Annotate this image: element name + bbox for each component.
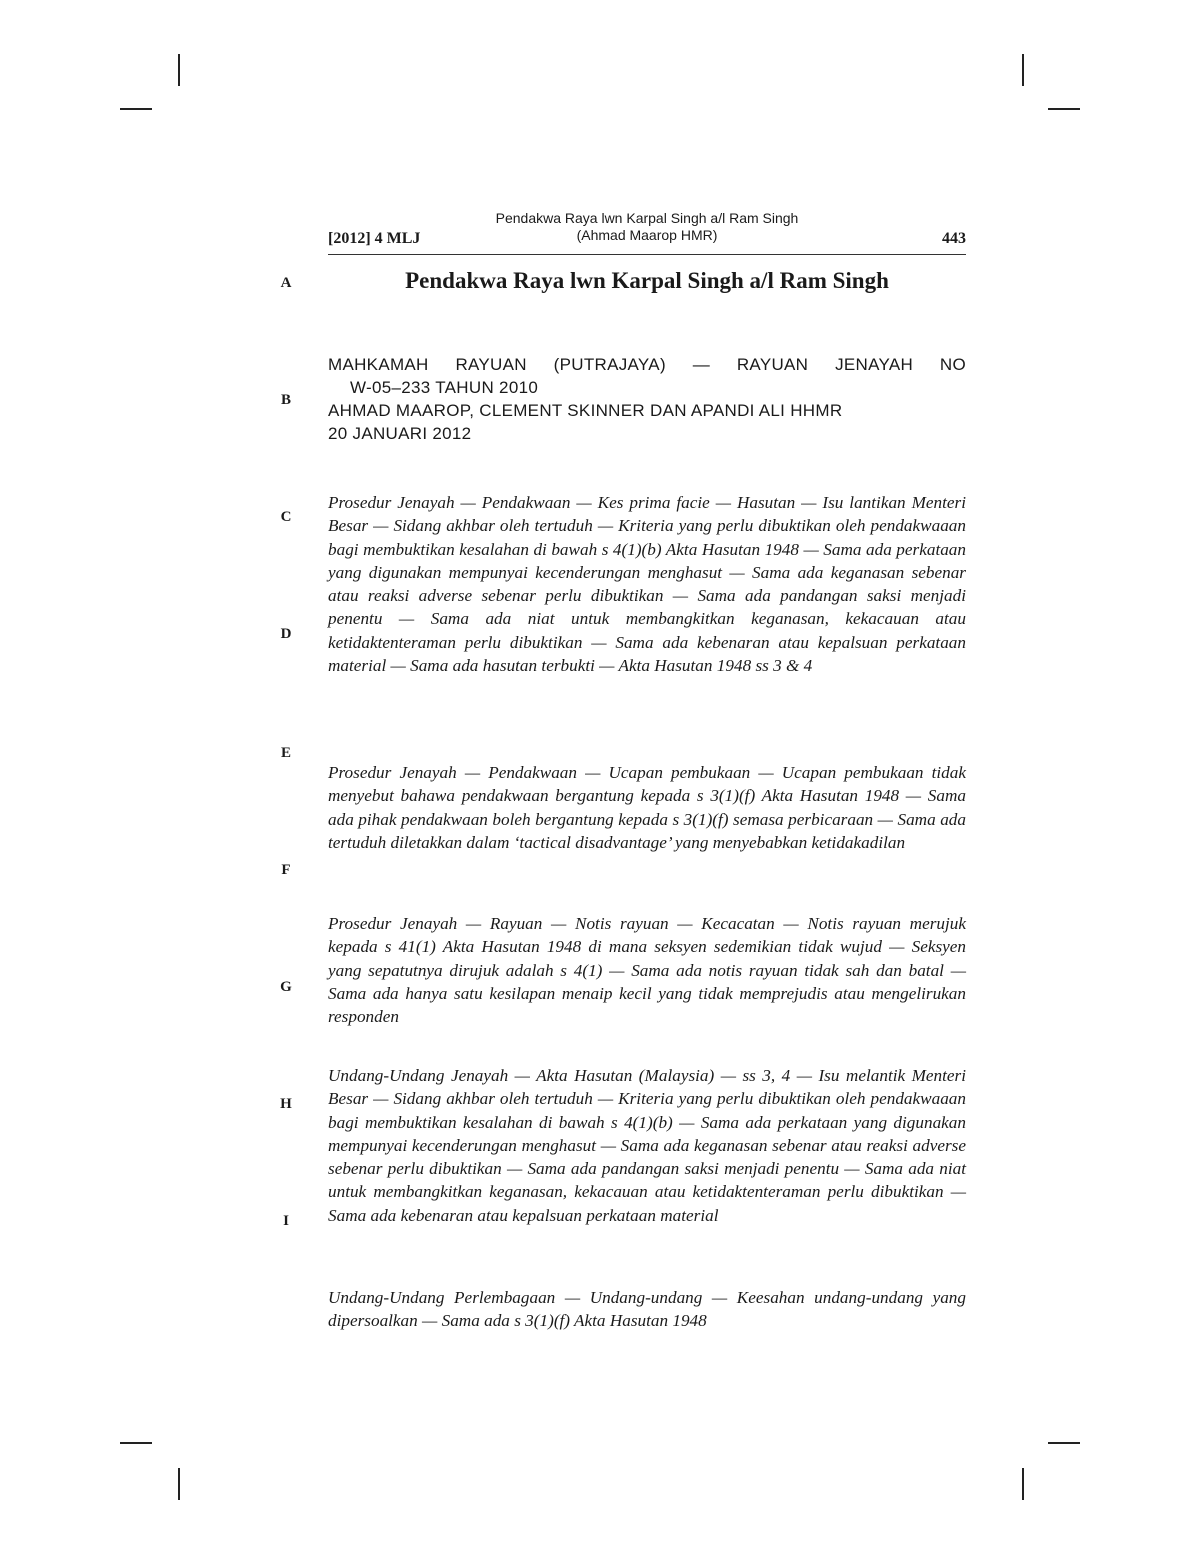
crop-mark [1048,108,1080,110]
margin-letter-c: C [280,509,292,525]
crop-mark [178,1468,180,1500]
margin-letter-h: H [280,1096,292,1112]
judgment-date: 20 JANUARI 2012 [328,424,472,443]
appeal-number: W-05–233 TAHUN 2010 [350,378,539,397]
margin-letter-b: B [280,392,291,408]
margin-letter-g: G [280,979,292,995]
running-head [328,210,966,255]
case-title: Pendakwa Raya lwn Karpal Singh a/l Ram Singh [405,268,889,293]
margin-letter-a: A [280,275,292,291]
running-head-title: Pendakwa Raya lwn Karpal Singh a/l Ram Singh (Ahmad Maarop HMR) [495,210,799,243]
crop-mark [120,1442,152,1444]
page-number: 443 [942,230,966,247]
catchword-paragraph: Undang-Undang Perlembagaan — Undang-undang — Keesahan undang-undang yang dipersoalkan — Sama ada s 3(1)(f) Akta Hasutan 1948 [328,1288,966,1331]
crop-mark [1048,1442,1080,1444]
margin-letter-d: D [280,626,292,642]
margin-letter-e: E [280,745,291,761]
court-name: MAHKAMAH RAYUAN (PUTRAJAYA) — RAYUAN JENAYAH NO [328,355,966,374]
margin-letter-i: I [283,1213,289,1229]
crop-mark [1022,54,1024,86]
crop-mark [1022,1468,1024,1500]
judges: AHMAD MAAROP, CLEMENT SKINNER DAN APANDI ALI HHMR [328,401,843,420]
catchword-paragraph: Prosedur Jenayah — Pendakwaan — Ucapan pembukaan — Ucapan pembukaan tidak menyebut bahawa pendakwaan bergantung kepada s 3(1)(f) Akta Hasutan 1948 — Sama ada pihak pendakwaan boleh bergantung kepada s 3(1)(f) semasa perbicaraan — Sama ada tertuduh diletakkan dalam ‘tactical disadvantage’ yang menyebabkan ketidakadilan [328,763,966,852]
crop-mark [120,108,152,110]
court-details [328,353,966,445]
catchword-paragraph: Undang-Undang Jenayah — Akta Hasutan (Malaysia) — ss 3, 4 — Isu melantik Menteri Besar — Sidang akhbar oleh tertuduh — Kriteria yang perlu dibuktikan oleh pendakwaaan bagi membuktikan kesalahan di bawah s 4(1)(b) — Sama ada perkataan yang digunakan mempunyai kecenderungan menghasut — Sama ada keganasan sebenar atau reaksi adverse sebenar perlu dibuktikan — Sama ada pandangan saksi menjadi penentu — Sama ada niat untuk membangkitkan keganasan, kekacauan atau ketidaktenteraman perlu dibuktikan — Sama ada kebenaran atau kepalsuan perkataan material [328,1066,966,1225]
catchword-paragraph: Prosedur Jenayah — Pendakwaan — Kes prima facie — Hasutan — Isu lantikan Menteri Besar — Sidang akhbar oleh tertuduh — Kriteria yang perlu dibuktikan oleh pendakwaaan bagi membuktikan kesalahan di bawah s 4(1)(b) Akta Hasutan 1948 — Sama ada perkataan yang digunakan mempunyai kecenderungan menghasut — Sama ada keganasan sebenar atau reaksi adverse sebenar perlu dibuktikan — Sama ada pandangan saksi menjadi penentu — Sama ada niat untuk membangkitkan keganasan, kekacauan atau ketidaktenteraman perlu dibuktikan — Sama ada kebenaran atau kepalsuan perkataan material — Sama ada hasutan terbukti — Akta Hasutan 1948 ss 3 & 4 [328,493,966,676]
margin-letter-f: F [281,862,291,878]
catchword-paragraph: Prosedur Jenayah — Rayuan — Notis rayuan — Kecacatan — Notis rayuan merujuk kepada s 41(1) Akta Hasutan 1948 di mana seksyen sedemikian tidak wujud — Seksyen yang sepatutnya dirujuk adalah s 4(1) — Sama ada notis rayuan tidak sah dan batal — Sama ada hanya satu kesilapan menaip kecil yang tidak memprejudis atau mengelirukan responden [328,914,966,1027]
crop-mark [178,54,180,86]
journal-citation: [2012] 4 MLJ [328,230,421,247]
